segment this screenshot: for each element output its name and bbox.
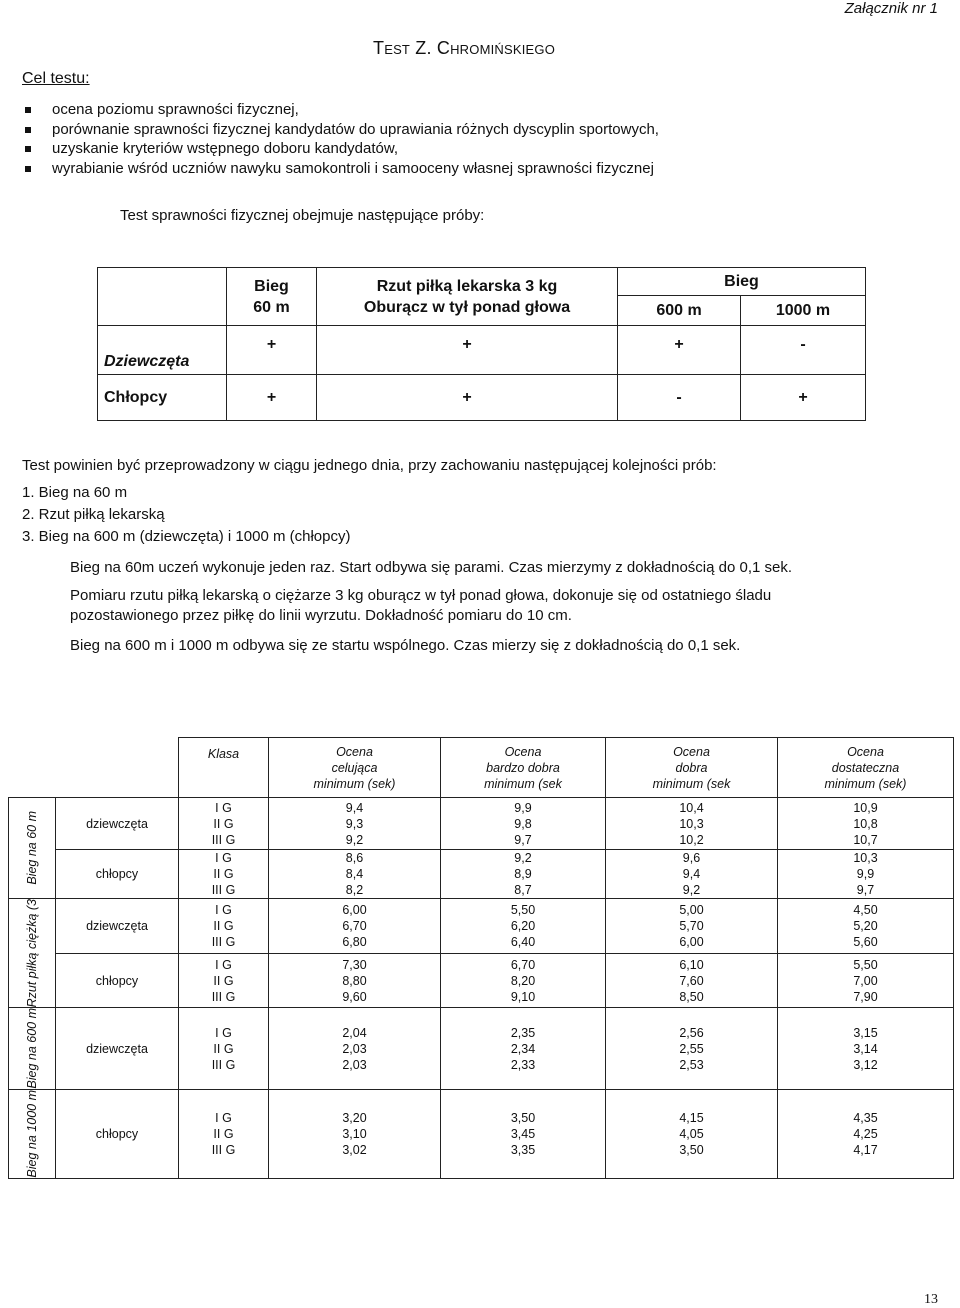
norms-header-dostateczna: Ocena dostateczna minimum (sek) (778, 738, 954, 798)
desc-throw: Pomiaru rzutu piłką lekarską o ciężarze 3 kg oburącz w tył ponad głowa, dokonuje się od ostatniego śladu pozostawionego przez piłkę do linii wyrzutu. Dokładność pomiaru do 10 cm. (70, 587, 772, 624)
trial-cell: - (618, 375, 741, 421)
value-cell: 3,20 3,10 3,02 (269, 1089, 441, 1178)
intro-text: Test sprawności fizycznej obejmuje następujące próby: (120, 207, 485, 224)
value-cell: 2,56 2,55 2,53 (606, 1008, 778, 1090)
trials-col-throw: Rzut piłką lekarska 3 kg Oburącz w tył ponad głowa (317, 268, 618, 326)
value-cell: 10,4 10,3 10,2 (606, 798, 778, 850)
desc-run60: Bieg na 60m uczeń wykonuje jeden raz. Start odbywa się parami. Czas mierzymy z dokładnością do 0,1 sek. (70, 559, 793, 576)
value-cell: 10,9 10,8 10,7 (778, 798, 954, 850)
value-cell: 5,00 5,70 6,00 (606, 899, 778, 954)
class-cell: I G II G III G (179, 798, 269, 850)
goal-item: ocena poziomu sprawności fizycznej, (22, 100, 659, 120)
trial-cell: - (741, 326, 866, 375)
norms-header-bardzo-dobra: Ocena bardzo dobra minimum (sek (441, 738, 606, 798)
section-label-run60: Bieg na 60 m (9, 798, 56, 899)
annex-label: Załącznik nr 1 (844, 0, 938, 17)
order-section (22, 456, 717, 549)
trials-col-600: 600 m (618, 296, 741, 326)
class-cell: I G II G III G (179, 1089, 269, 1178)
norms-header-klasa: Klasa (179, 738, 269, 798)
value-cell: 9,4 9,3 9,2 (269, 798, 441, 850)
value-cell: 3,15 3,14 3,12 (778, 1008, 954, 1090)
square-bullet-icon (25, 166, 31, 172)
trial-cell: + (227, 326, 317, 375)
page-number: 13 (924, 1292, 938, 1307)
square-bullet-icon (25, 127, 31, 133)
trial-cell: + (227, 375, 317, 421)
value-cell: 8,6 8,4 8,2 (269, 850, 441, 899)
gender-cell: chłopcy (56, 850, 179, 899)
value-cell: 3,50 3,45 3,35 (441, 1089, 606, 1178)
order-item: 2. Rzut piłką lekarską (22, 506, 165, 523)
trial-cell: + (618, 326, 741, 375)
gender-cell: chłopcy (56, 1089, 179, 1178)
trials-corner-cell (98, 268, 227, 326)
value-cell: 9,6 9,4 9,2 (606, 850, 778, 899)
value-cell: 2,35 2,34 2,33 (441, 1008, 606, 1090)
value-cell: 7,30 8,80 9,60 (269, 953, 441, 1008)
square-bullet-icon (25, 146, 31, 152)
trials-table (97, 267, 866, 421)
goals-list (22, 100, 659, 178)
row-boys-label: Chłopcy (98, 375, 227, 421)
value-cell: 6,70 8,20 9,10 (441, 953, 606, 1008)
trial-cell: + (317, 375, 618, 421)
trials-col-run-header: Bieg (618, 268, 866, 296)
value-cell: 5,50 7,00 7,90 (778, 953, 954, 1008)
goal-item: uzyskanie kryteriów wstępnego doboru kandydatów, (22, 139, 659, 159)
value-cell: 6,10 7,60 8,50 (606, 953, 778, 1008)
value-cell: 9,2 8,9 8,7 (441, 850, 606, 899)
gender-cell: dziewczęta (56, 899, 179, 954)
value-cell: 10,3 9,9 9,7 (778, 850, 954, 899)
trial-cell: + (741, 375, 866, 421)
value-cell: 9,9 9,8 9,7 (441, 798, 606, 850)
goal-item: wyrabianie wśród uczniów nawyku samokontroli i samooceny własnej sprawności fizycznej (22, 159, 659, 179)
section-label-throw: Rzut piłką ciężką (3 (9, 899, 56, 1008)
value-cell: 2,04 2,03 2,03 (269, 1008, 441, 1090)
goal-item: porównanie sprawności fizycznej kandydatów do uprawiania różnych dyscyplin sportowych, (22, 120, 659, 140)
section-label-run1000: Bieg na 1000 m (9, 1089, 56, 1178)
order-item: 1. Bieg na 60 m (22, 484, 128, 501)
class-cell: I G II G III G (179, 1008, 269, 1090)
norms-header-dobra: Ocena dobra minimum (sek (606, 738, 778, 798)
order-intro: Test powinien być przeprowadzony w ciągu jednego dnia, przy zachowaniu następującej kolejności prób: (22, 457, 717, 474)
value-cell: 5,50 6,20 6,40 (441, 899, 606, 954)
trials-col-run60: Bieg 60 m (227, 268, 317, 326)
gender-cell: dziewczęta (56, 1008, 179, 1090)
value-cell: 4,50 5,20 5,60 (778, 899, 954, 954)
gender-cell: chłopcy (56, 953, 179, 1008)
norms-header-celujaca: Ocena celująca minimum (sek) (269, 738, 441, 798)
section-label-run600: Bieg na 600 m (9, 1008, 56, 1090)
square-bullet-icon (25, 107, 31, 113)
value-cell: 4,15 4,05 3,50 (606, 1089, 778, 1178)
gender-cell: dziewczęta (56, 798, 179, 850)
class-cell: I G II G III G (179, 850, 269, 899)
row-girls-label: Dziewczęta (98, 326, 227, 375)
trial-cell: + (317, 326, 618, 375)
desc-long-run: Bieg na 600 m i 1000 m odbywa się ze startu wspólnego. Czas mierzy się z dokładnością do 0,1 sek. (70, 637, 741, 654)
value-cell: 4,35 4,25 4,17 (778, 1089, 954, 1178)
norms-table (8, 737, 954, 1179)
value-cell: 6,00 6,70 6,80 (269, 899, 441, 954)
class-cell: I G II G III G (179, 899, 269, 954)
class-cell: I G II G III G (179, 953, 269, 1008)
goal-label: Cel testu: (22, 70, 90, 87)
order-item: 3. Bieg na 600 m (dziewczęta) i 1000 m (chłopcy) (22, 528, 351, 545)
page-title: Test Z. Chromińskiego (373, 38, 556, 58)
trials-col-1000: 1000 m (741, 296, 866, 326)
